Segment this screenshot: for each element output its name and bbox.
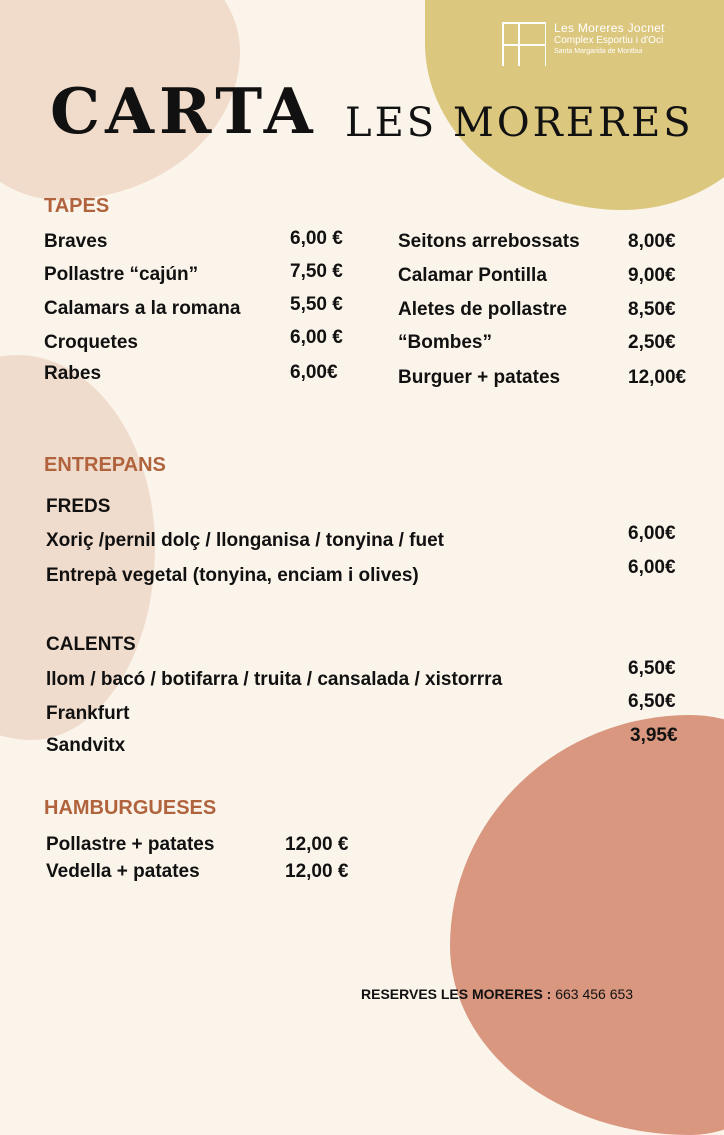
menu-item-name: Pollastre “cajún”: [44, 264, 199, 285]
menu-item-price: 2,50€: [628, 332, 676, 353]
menu-item-name: Sandvitx: [46, 735, 126, 756]
page-subtitle: LES MORERES: [345, 100, 694, 146]
menu-item-price: 6,00€: [290, 362, 338, 383]
menu-item-name: Entrepà vegetal (tonyina, enciam i olives): [46, 565, 419, 586]
menu-item-price: 6,00€: [628, 557, 676, 578]
menu-item-price: 5,50 €: [290, 294, 343, 315]
menu-item-price: 8,00€: [628, 231, 676, 252]
menu-item-name: Xoriç /pernil dolç / llonganisa / tonyina / fuet: [46, 530, 444, 551]
menu-item-name: Pollastre + patates: [46, 834, 215, 855]
subsection-label-freds: FREDS: [46, 496, 111, 517]
reservations-label: RESERVES LES MORERES :: [361, 986, 552, 1002]
brand-logo: [502, 22, 665, 66]
section-heading-tapes: TAPES: [44, 195, 110, 217]
reservations-footer: [361, 986, 633, 1002]
menu-item-price: 9,00€: [628, 265, 676, 286]
logo-mark-icon: [502, 22, 546, 66]
menu-item-name: Croquetes: [44, 332, 138, 353]
menu-item-price: 6,50€: [628, 691, 676, 712]
menu-item-name: Seitons arrebossats: [398, 231, 580, 252]
menu-item-name: “Bombes”: [398, 332, 492, 353]
subsection-label-calents: CALENTS: [46, 634, 136, 655]
menu-item-name: Vedella + patates: [46, 861, 200, 882]
menu-item-price: 3,95€: [630, 725, 678, 746]
menu-item-price: 6,00€: [628, 523, 676, 544]
menu-item-name: Calamars a la romana: [44, 298, 241, 319]
menu-item-price: 12,00 €: [285, 834, 349, 855]
menu-item-name: Frankfurt: [46, 703, 130, 724]
section-heading-entrepans: ENTREPANS: [44, 454, 166, 476]
logo-name: Les Moreres Jocnet: [554, 21, 665, 35]
menu-item-price: 12,00 €: [285, 861, 349, 882]
decorative-blob-terracotta: [450, 715, 724, 1135]
menu-item-price: 8,50€: [628, 299, 676, 320]
menu-item-name: Burguer + patates: [398, 367, 561, 388]
menu-item-price: 6,50€: [628, 658, 676, 679]
menu-item-price: 6,00 €: [290, 327, 343, 348]
menu-item-name: Calamar Pontilla: [398, 265, 547, 286]
reservations-phone: 663 456 653: [555, 986, 634, 1002]
menu-item-name: Aletes de pollastre: [398, 299, 567, 320]
page-title: CARTA: [50, 74, 318, 148]
section-heading-hamburgueses: HAMBURGUESES: [44, 797, 217, 819]
menu-item-price: 12,00€: [628, 367, 687, 388]
menu-item-name: llom / bacó / botifarra / truita / cansalada / xistorrra: [46, 669, 503, 690]
menu-item-name: Rabes: [44, 363, 102, 384]
menu-item-name: Braves: [44, 231, 108, 252]
logo-tagline: Complex Esportiu i d'Oci: [554, 35, 664, 46]
menu-item-price: 7,50 €: [290, 261, 343, 282]
logo-location: Santa Margarida de Montbui: [554, 48, 643, 55]
menu-item-price: 6,00 €: [290, 228, 343, 249]
